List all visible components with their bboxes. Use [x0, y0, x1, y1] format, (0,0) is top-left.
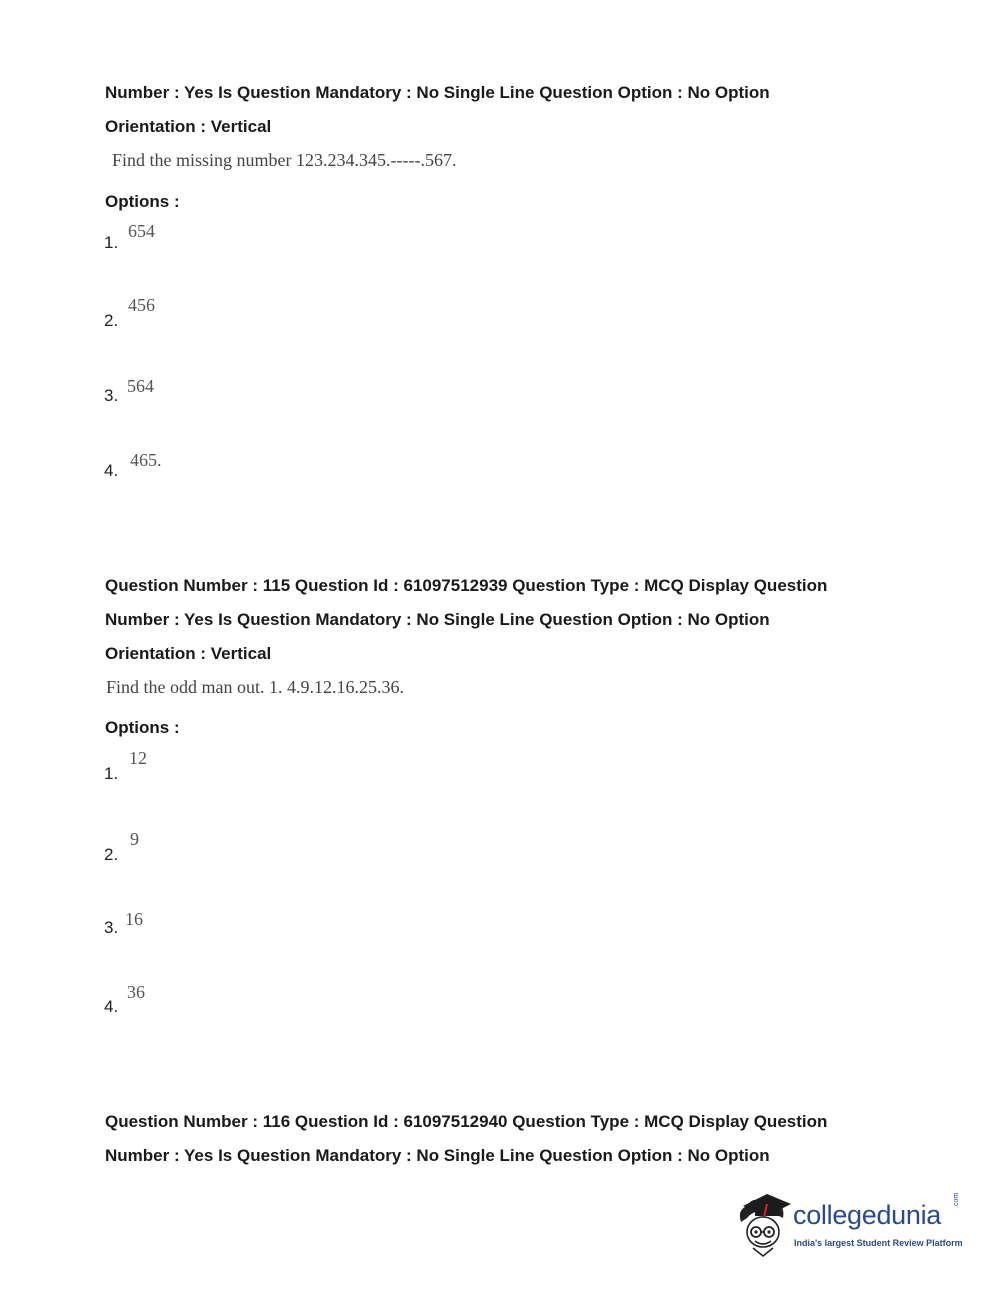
- question-meta-line: Number : Yes Is Question Mandatory : No Single Line Question Option : No Option: [105, 1146, 770, 1165]
- option-number: 4.: [104, 997, 119, 1016]
- option-value: 654: [128, 221, 155, 241]
- options-label: Options :: [105, 192, 180, 211]
- option-number: 3.: [104, 918, 119, 937]
- option-number: 2.: [104, 845, 119, 864]
- question-meta-line: Number : Yes Is Question Mandatory : No Single Line Question Option : No Option: [105, 610, 770, 629]
- brand-tagline: India's largest Student Review Platform: [794, 1238, 963, 1248]
- question-meta-line: Question Number : 116 Question Id : 61097512940 Question Type : MCQ Display Question: [105, 1112, 828, 1131]
- option-number: 1.: [104, 764, 119, 783]
- option-value: 465.: [130, 450, 162, 470]
- question-text: Find the odd man out. 1. 4.9.12.16.25.36.: [106, 677, 404, 697]
- question-meta-line: Orientation : Vertical: [105, 644, 272, 663]
- option-value: 16: [125, 909, 143, 929]
- question-meta-line: Number : Yes Is Question Mandatory : No Single Line Question Option : No Option: [105, 83, 770, 102]
- option-number: 3.: [104, 386, 119, 405]
- question-text: Find the missing number 123.234.345.-----.567.: [112, 150, 457, 170]
- option-number: 2.: [104, 311, 119, 330]
- options-label: Options :: [105, 718, 180, 737]
- option-number: 1.: [104, 233, 119, 252]
- brand-name: collegedunia: [793, 1200, 942, 1230]
- option-value: 12: [129, 748, 147, 768]
- brand-suffix: .com: [953, 1192, 960, 1208]
- option-number: 4.: [104, 461, 119, 480]
- collegedunia-logo: [733, 1188, 963, 1260]
- option-value: 9: [130, 829, 139, 849]
- question-meta-line: Orientation : Vertical: [105, 117, 272, 136]
- question-meta-line: Question Number : 115 Question Id : 61097512939 Question Type : MCQ Display Question: [105, 576, 828, 595]
- option-value: 36: [127, 982, 145, 1002]
- mascot-graduation-cap-icon: [733, 1188, 795, 1260]
- option-value: 456: [128, 295, 155, 315]
- option-value: 564: [127, 376, 154, 396]
